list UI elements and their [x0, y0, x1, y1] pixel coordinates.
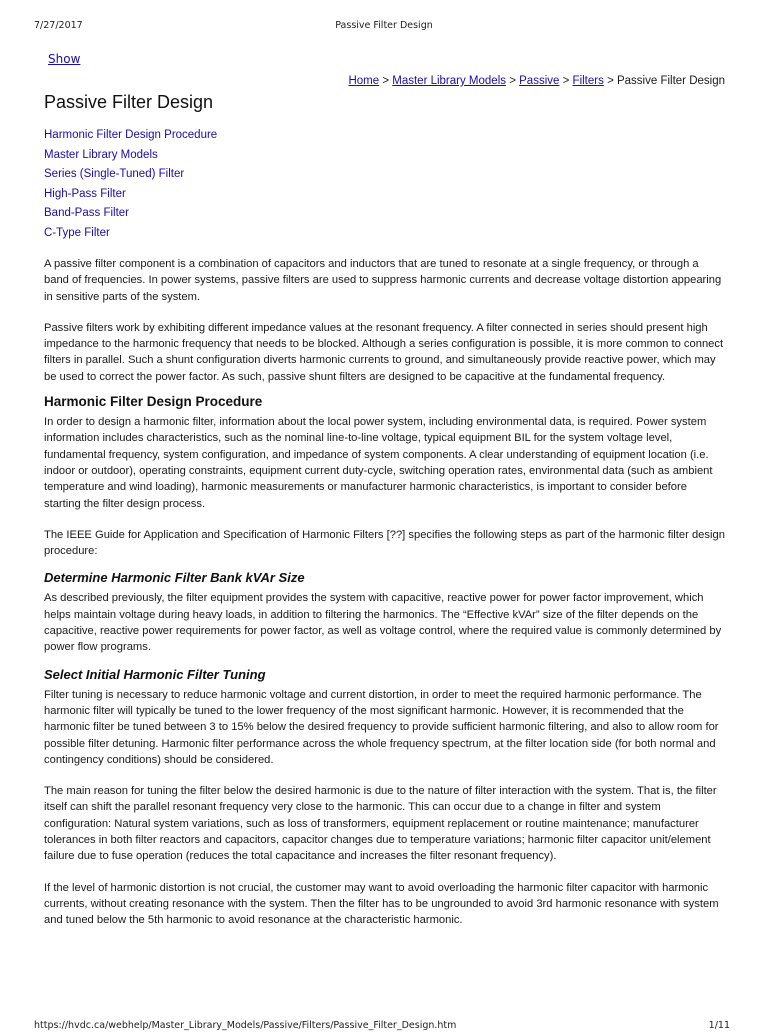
print-title: Passive Filter Design — [335, 20, 433, 31]
breadcrumb-filters[interactable]: Filters — [572, 75, 604, 87]
body-paragraph: Filter tuning is necessary to reduce harmonic voltage and current distortion, in order to meet the required harmonic performance. The harmonic filter will typically be tuned to the lower frequency of the most significant harmonic. However, it is recommended that the harmonic filter be tuned between 3 to 15% below the desired frequency to provide sufficient harmonic filtering, and also to allow room for possible filter detuning. Harmonic filter performance across the whole frequency spectrum, at the filter location side (for both normal and contingency conditions) should be considered. — [44, 688, 719, 766]
breadcrumb-passive[interactable]: Passive — [519, 75, 560, 87]
intro-paragraph: A passive filter component is a combination of capacitors and inductors that are tuned to resonate at a single frequency, or through a band of frequencies. In power systems, passive filters are used to suppress harmonic currents and decrease voltage distortion appearing in sensitive parts of the system. — [44, 258, 722, 303]
intro-paragraph: Passive filters work by exhibiting different impedance values at the resonant frequency. A filter connected in series should present high impedance to the harmonic frequency that needs to be blocked. Although a series configuration is possible, it is more common to connect filters in parallel. Such a shunt configuration diverts harmonic currents to ground, and simultaneously provide reactive power, which may be used to correct the power factor. As such, passive shunt filters are designed to be capacitive at the fundamental frequency. — [44, 321, 724, 383]
breadcrumb-home[interactable]: Home — [348, 75, 380, 87]
subsection-heading-kvar-size: Determine Harmonic Filter Bank kVAr Size — [44, 570, 305, 586]
body-paragraph: The IEEE Guide for Application and Specification of Harmonic Filters [??] specifies the following steps as part of the harmonic filter design procedure: — [44, 528, 725, 558]
subsection-heading-filter-tuning: Select Initial Harmonic Filter Tuning — [44, 666, 266, 682]
breadcrumb-current: Passive Filter Design — [616, 75, 725, 87]
section-heading-harmonic-filter-design-procedure: Harmonic Filter Design Procedure — [44, 394, 263, 410]
breadcrumb-separator: > — [607, 75, 614, 87]
breadcrumb-separator: > — [562, 75, 570, 87]
body-paragraph: As described previously, the filter equipment provides the system with capacitive, reactive power for power factor improvement, which helps maintain voltage during heavy loads, in addition to filtering the harmonics. The “Effective kVAr” size of the filter depends on the capacitive, reactive power requirements for power factor, as well as voltage control, where the required value is commonly determined by power flow programs. — [44, 592, 722, 654]
toc-item — [44, 224, 726, 244]
print-footer — [0, 1020, 768, 1034]
toc-item — [44, 146, 726, 166]
print-header — [0, 20, 768, 34]
body-paragraph: In order to design a harmonic filter, information about the local power system, including environmental data, is required. Power system information includes characteristics, such as the nominal line-to-line voltage, typical equipment BIL for the system voltage level, fundamental frequency, system configuration, and impedance of system components. A clear understanding of equipment location (i.e. indoor or outdoor), operating constraints, equipment current duty-cycle, switching operation rates, environmental data (such as ambient temperature and wind loading), harmonic measurements or manufacturer harmonic characteristics, is important to consider before starting the filter design process. — [44, 416, 713, 510]
breadcrumb-separator: > — [382, 75, 390, 87]
toc-item — [44, 126, 726, 146]
article — [44, 90, 726, 929]
toc-item — [44, 185, 726, 205]
body-paragraph: If the level of harmonic distortion is not crucial, the customer may want to avoid overloading the harmonic filter capacitor with harmonic currents, without creating resonance with the system. Then the filter has to be ungrounded to avoid 3rd harmonic resonance with system and tuned below the 5th harmonic to avoid resonance at the characteristic harmonic. — [44, 881, 719, 927]
page-number: 1/11 — [708, 1020, 730, 1031]
body-paragraph: The main reason for tuning the filter below the desired harmonic is due to the nature of filter interaction with the system. That is, the filter itself can shift the parallel resonant frequency very close to the harmonic. This can occur due to a change in filter and system configuration: Natural system variations, such as loss of transformers, equipment replacement or routine maintenance; manufacturer tolerances in both filter reactors and capacitors, capacitor changes due to temperature variations; harmonic filter capacitor unit/element failure due to fuse operation (reduces the total capacitance and increases the filter resonant frequency). — [44, 785, 717, 863]
toc-link-series-filter[interactable]: Series (Single-Tuned) Filter — [44, 168, 185, 180]
breadcrumb — [348, 75, 725, 87]
breadcrumb-master-library-models[interactable]: Master Library Models — [392, 75, 507, 87]
toc-link-band-pass-filter[interactable]: Band-Pass Filter — [44, 207, 130, 219]
breadcrumb-separator: > — [509, 75, 516, 87]
toc-link-master-library-models[interactable]: Master Library Models — [44, 148, 158, 161]
toc-link-high-pass-filter[interactable]: High-Pass Filter — [44, 187, 126, 200]
show-link[interactable]: Show — [48, 52, 81, 66]
toc-item — [44, 165, 726, 185]
print-date: 7/27/2017 — [34, 20, 83, 31]
toc-link-harmonic-filter-design-procedure[interactable]: Harmonic Filter Design Procedure — [44, 129, 218, 141]
page-title: Passive Filter Design — [44, 92, 214, 112]
page-url: https://hvdc.ca/webhelp/Master_Library_Models/Passive/Filters/Passive_Filter_Design.htm — [34, 1020, 457, 1031]
table-of-contents — [44, 126, 726, 243]
toc-item — [44, 204, 726, 224]
toc-link-c-type-filter[interactable]: C-Type Filter — [44, 226, 110, 239]
